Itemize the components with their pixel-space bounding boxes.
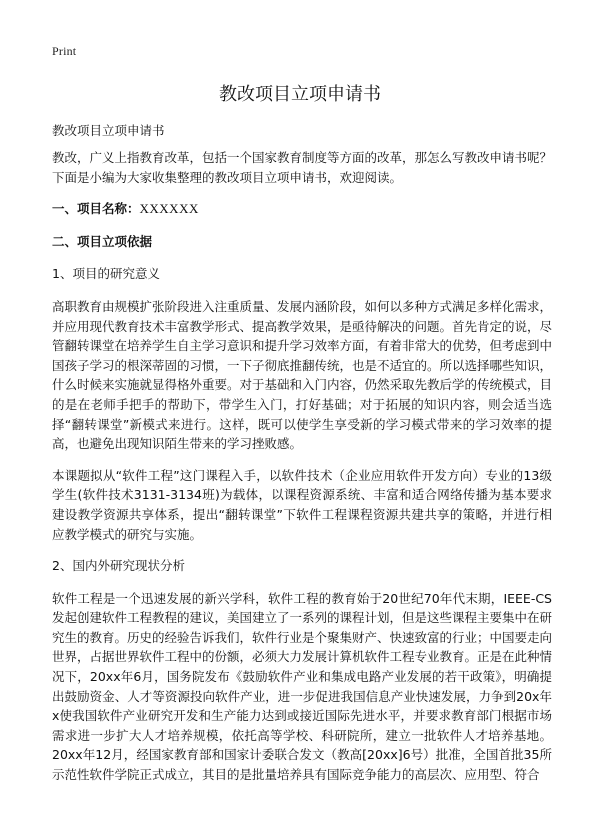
research-significance-paragraph-1: 高职教育由规模扩张阶段进入注重质量、发展内涵阶段，如何以多种方式满足多样化需求，并应用现代教育技术丰富教学形式、提高教学效果，是亟待解决的问题。首先肯定的说，尽管翻转课堂在培养学生自主学习意识和提升学习效率方面，有着非常大的优势，但考虑到中国孩子学习的根深蒂固的习惯，一下子彻底推翻传统，也是不适宜的。所以选择哪些知识，什么时候来实施就显得格外重要。对于基础和入门内容，仍然采取先教后学的传统模式，目的是在老师手把手的帮助下，带学生入门，打好基础；对于拓展的知识内容，则会适当选择“翻转课堂”新模式来进行。这样，既可以使学生享受新的学习模式带来的学习效率的提高，也避免出现知识陌生带来的学习挫败感。 [52,298,553,452]
subsection-research-status: 2、国内外研究现状分析 [52,558,185,574]
document-subtitle: 教改项目立项申请书 [52,123,165,138]
section-project-name [52,199,552,219]
document-body [52,148,552,797]
section-project-basis: 二、项目立项依据 [52,233,153,249]
document-title: 教改项目立项申请书 [219,84,381,105]
intro-paragraph: 教改，广义上指教育改革，包括一个国家教育制度等方面的改革，那怎么写教改申请书呢？下面是小编为大家收集整理的教改项目立项申请书，欢迎阅读。 [52,150,553,185]
section-project-name-label: 一、项目名称： [52,201,140,217]
research-status-paragraph-1: 软件工程是一个迅速发展的新兴学科，软件工程的教育始于20世纪70年代末期，IEEE-CS发起创建软件工程教程的建议，美国建立了一系列的课程计划，但是这些课程主要集中在研究生的教育。历史的经验告诉我们，软件行业是个聚集财产、快速致富的行业；中国要走向世界，占据世界软件工程中的份额，必须大力发展计算机软件工程专业教育。正是在此种情况下，20xx年6月，国务院发布《鼓励软件产业和集成电路产业发展的若干政策》，明确提出鼓励资金、人才等资源投向软件产业，进一步促进我国信息产业快速发展，力争到20x年x使我国软件产业研究开发和生产能力达到或接近国际先进水平，并要求教育部门根据市场需求进一步扩大人才培养规模，依托高等学校、科研院所，建立一批软件人才培养基地。20xx年12月，经国家教育部和国家计委联合发文（教高[20xx]6号）批准，全国首批35所示范性软件学院正式成立，其目的是批量培养具有国际竞争能力的高层次、应用型、符合 [52,590,553,783]
project-name-value: XXXXXX [139,201,199,217]
subsection-research-significance: 1、项目的研究意义 [52,266,160,282]
print-label[interactable]: Print [52,44,77,58]
research-significance-paragraph-2: 本课题拟从“软件工程”这门课程入手，以软件技术（企业应用软件开发方向）专业的13级学生(软件技术3131-3134班)为载体，以课程资源系统、丰富和适合网络传播为基本要求建设教学资源共享体系，提出“翻转课堂”下软件工程课程资源共建共享的策略，并进行相应教学模式的研究与实施。 [52,467,552,542]
